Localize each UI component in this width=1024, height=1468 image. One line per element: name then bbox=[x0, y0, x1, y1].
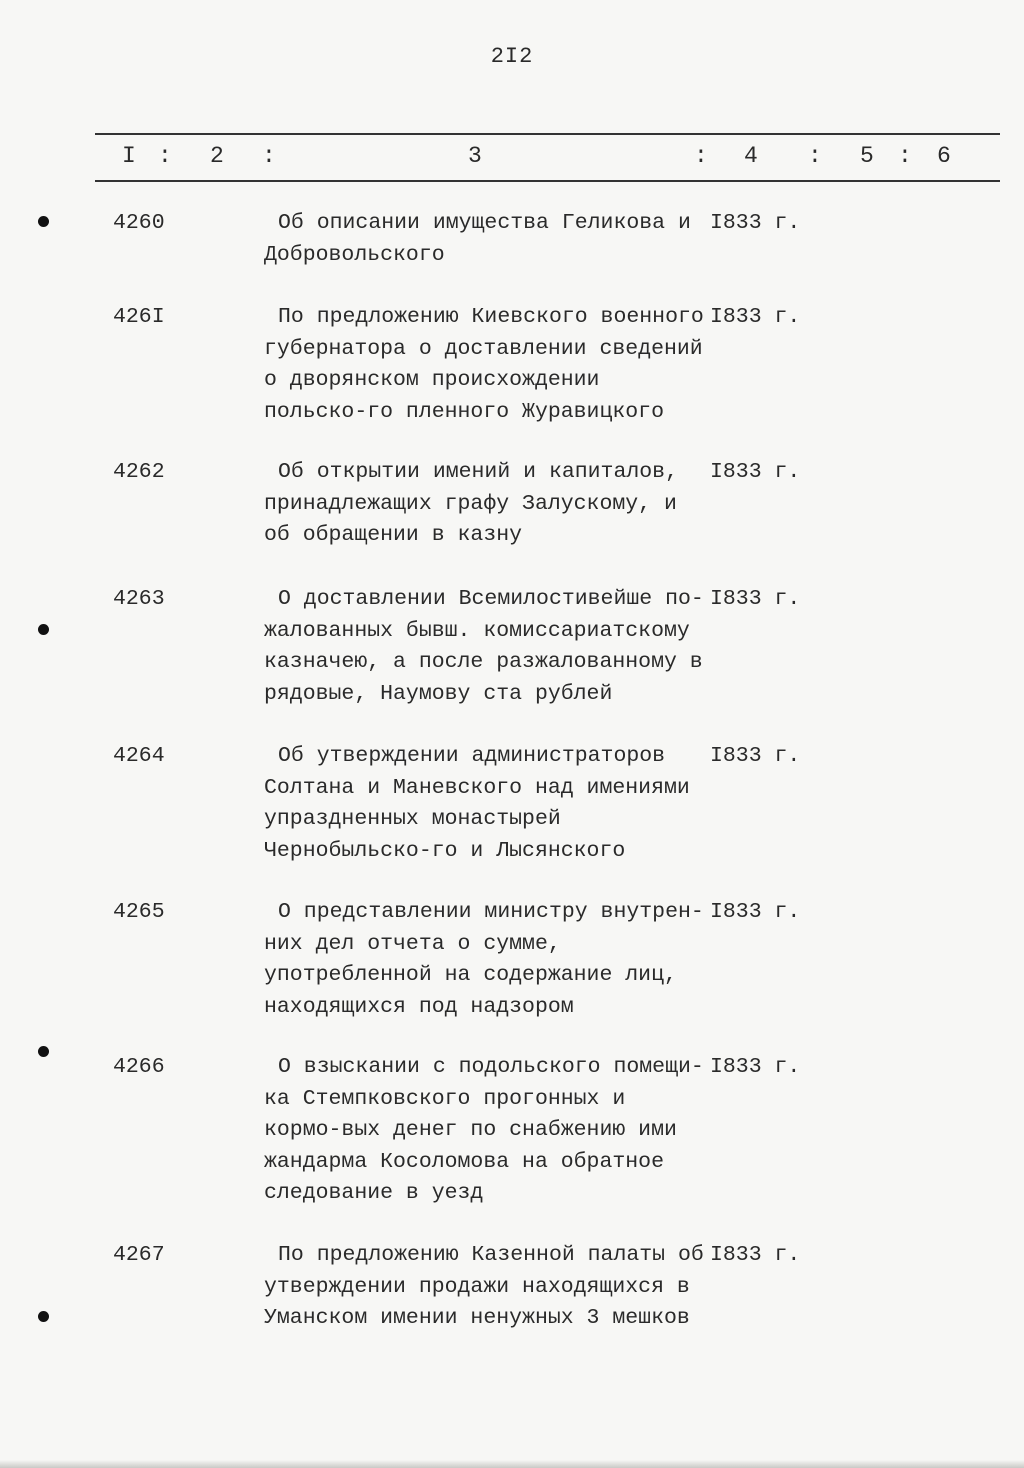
punch-hole-mark bbox=[38, 1311, 49, 1322]
header-col-6: 6 bbox=[937, 143, 951, 169]
record-title: Об открытии имений и капиталов, принадлежащих графу Залускому, и об обращении в казну bbox=[264, 460, 678, 547]
header-col-2: 2 bbox=[210, 143, 224, 169]
header-col-4: 4 bbox=[744, 143, 758, 169]
header-separator: : bbox=[262, 143, 276, 169]
record-number: 426I bbox=[113, 305, 165, 329]
record-date: I833 г. bbox=[710, 305, 801, 329]
header-col-3: 3 bbox=[468, 143, 482, 169]
record-title: О представлении министру внутрен-них дел отчета о сумме, употребленной на содержание лиц, находящихся под надзором bbox=[264, 900, 704, 1019]
record-number: 4265 bbox=[113, 900, 165, 924]
scan-bottom-edge bbox=[0, 1460, 1024, 1468]
punch-hole-mark bbox=[38, 216, 49, 227]
header-separator: : bbox=[808, 143, 822, 169]
record-date: I833 г. bbox=[710, 744, 801, 768]
header-separator: : bbox=[694, 143, 708, 169]
record-title: Об описании имущества Геликова и Добровольского bbox=[264, 211, 691, 267]
record-title: О доставлении Всемилостивейше по-жалованных бывш. комиссариатскому казначею, а после разжалованному в рядовые, Наумову ста рублей bbox=[264, 587, 704, 706]
table-header-bottom-rule bbox=[95, 180, 1000, 182]
header-separator: : bbox=[158, 143, 172, 169]
record-date: I833 г. bbox=[710, 211, 801, 235]
record-date: I833 г. bbox=[710, 460, 801, 484]
header-col-1: I bbox=[122, 143, 136, 169]
header-separator: : bbox=[898, 143, 912, 169]
record-number: 4264 bbox=[113, 744, 165, 768]
record-date: I833 г. bbox=[710, 900, 801, 924]
record-number: 4260 bbox=[113, 211, 165, 235]
punch-hole-mark bbox=[38, 624, 49, 635]
record-title: По предложению Казенной палаты об утверждении продажи находящихся в Уманском имении ненужных 3 мешков bbox=[264, 1243, 704, 1330]
punch-hole-mark bbox=[38, 1046, 49, 1057]
record-number: 4262 bbox=[113, 460, 165, 484]
record-date: I833 г. bbox=[710, 587, 801, 611]
table-header-top-rule bbox=[95, 133, 1000, 135]
record-title: О взыскании с подольского помещи-ка Стемпковского прогонных и кормо-вых денег по снабжению ими жандарма Косоломова на обратное следование в уезд bbox=[264, 1055, 704, 1205]
record-number: 4267 bbox=[113, 1243, 165, 1267]
page-number: 2I2 bbox=[490, 44, 534, 69]
record-number: 4263 bbox=[113, 587, 165, 611]
record-date: I833 г. bbox=[710, 1055, 801, 1079]
record-title: По предложению Киевского военного губернатора о доставлении сведений о дворянском происхождении польско-го пленного Журавицкого bbox=[264, 305, 704, 424]
record-date: I833 г. bbox=[710, 1243, 801, 1267]
header-col-5: 5 bbox=[860, 143, 874, 169]
record-number: 4266 bbox=[113, 1055, 165, 1079]
record-title: Об утверждении администраторов Солтана и Маневского над имениями упраздненных монастырей Чернобыльско-го и Лысянского bbox=[264, 744, 690, 863]
